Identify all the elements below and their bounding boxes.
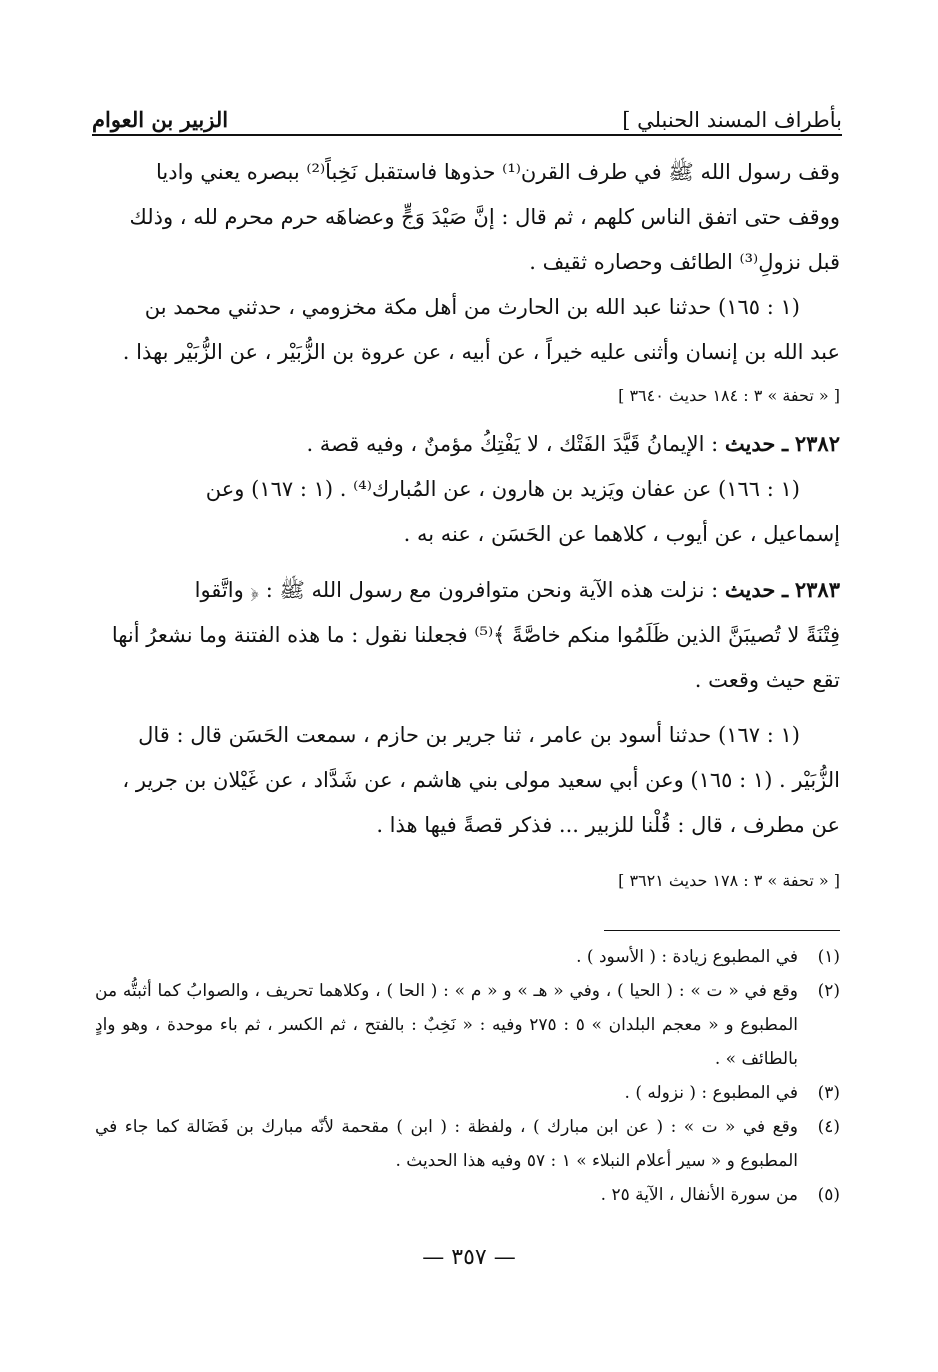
- footnote: [95, 1178, 840, 1212]
- text-line: ووقف حتى اتفق الناس كلهم ، ثم قال : إنَّ صَيْدَ وَجٍّ وعضاهَه حرم محرم لله ، وذلك: [129, 205, 840, 229]
- text-line: (١ : ١٦٥) حدثنا عبد الله بن الحارث من أهل مكة مخزومي ، حدثني محمد بن: [144, 295, 800, 319]
- page-number: — ٣٥٧ —: [422, 1245, 516, 1270]
- footnote: [95, 1076, 840, 1110]
- text-line: إسماعيل ، عن أيوب ، كلاهما عن الحَسَن ، عنه به .: [403, 522, 840, 546]
- footnote: [95, 1110, 840, 1178]
- text-line: عن مطرف ، قال : قُلْنا للزبير ... فذكر قصةً فيها هذا .: [376, 813, 840, 837]
- footnote-text: وقع في « ت » : ( عن ابن مبارك ) ، ولفظة : ( ابن ) مقحمة لأنّه مبارك بن فَضَالة كما جاء في المطبوع و « سير أعلام النبلاء » ١ : ٥٧ وفيه هذا الحديث .: [95, 1117, 798, 1171]
- hadith-heading: ٢٣٨٢ ـ حديث : الإيمانُ قَيَّدَ الفَتْك ، لا يَفْتِكُ مؤمنٌ ، وفيه قصة .: [306, 431, 840, 456]
- text-line: وقف رسول الله ﷺ في طرف القرن⁽¹⁾ حذوها فاستقبل نَخِباً⁽²⁾ ببصره يعني واديا: [155, 160, 840, 184]
- text-line: فِتْنَةً لا تُصيبَنَّ الذين ظَلَمُوا منكم خاصَّةً ﴾⁽⁵⁾ فجعلنا نقول : ما هذه الفتنة وما نشعرُ أنها: [111, 623, 840, 647]
- running-header: [92, 92, 842, 132]
- footnote-divider: [604, 930, 840, 931]
- footnote-number: (٢): [817, 981, 840, 1001]
- footnote-number: (١): [817, 947, 840, 967]
- footnote: [95, 974, 840, 1076]
- footnote-text: في المطبوع : ( نزوله ) .: [624, 1083, 798, 1103]
- hadith-text: : الإيمانُ قَيَّدَ الفَتْك ، لا يَفْتِكُ مؤمنٌ ، وفيه قصة .: [306, 432, 725, 456]
- footnote-number: (٣): [817, 1083, 840, 1103]
- hadith-label: حديث: [724, 577, 776, 602]
- footnote-number: (٥): [817, 1185, 840, 1205]
- footnote-number: (٤): [817, 1117, 840, 1137]
- header-divider: [92, 134, 842, 136]
- text-line: عبد الله بن إنسان وأثنى عليه خيراً ، عن أبيه ، عن عروة بن الزُّبَيْر ، عن الزُّبَيْر بهذا .: [122, 340, 840, 364]
- text-line: (١ : ١٦٦) عن عفان ويَزيد بن هارون ، عن المُبارك⁽⁴⁾ . (١ : ١٦٧) وعن: [205, 477, 800, 501]
- book-title-header: بأطراف المسند الحنبلي ]: [622, 108, 842, 132]
- hadith-heading: ٢٣٨٣ ـ حديث : نزلت هذه الآية ونحن متوافرون مع رسول الله ﷺ : ﴿ واتَّقوا: [194, 577, 840, 602]
- chapter-title-header: الزبير بن العوام: [92, 107, 229, 132]
- hadith-text: : نزلت هذه الآية ونحن متوافرون مع رسول الله ﷺ : ﴿ واتَّقوا: [194, 578, 725, 602]
- hadith-number: ٢٣٨٣: [794, 577, 840, 602]
- tuhfa-reference: [ « تحفة » ٣ : ١٨٤ حديث ٣٦٤٠ ]: [618, 386, 840, 405]
- main-text: [95, 150, 840, 906]
- tuhfa-reference: [ « تحفة » ٣ : ١٧٨ حديث ٣٦٢١ ]: [618, 871, 840, 890]
- text-line: تقع حيث وقعت .: [694, 668, 840, 692]
- hadith-number: ٢٣٨٢: [794, 431, 840, 456]
- text-line: قبل نزولِ⁽³⁾ الطائف وحصاره ثقيف .: [529, 250, 840, 274]
- text-line: الزُّبَيْر . (١ : ١٦٥) وعن أبي سعيد مولى بني هاشم ، عن شَدَّاد ، عن غَيْلان بن جرير ،: [122, 768, 840, 792]
- hadith-label: حديث: [724, 431, 776, 456]
- footnotes: [95, 940, 840, 1212]
- footnote-text: في المطبوع زيادة : ( الأسود ) .: [576, 947, 798, 967]
- footnote-text: وقع في « ت » : ( الحيا ) ، وفي « هـ » و « م » : ( الحا ) ، وكلاهما تحريف ، والصوابُ كما أثبتُّه من المطبوع و « معجم البلدان » ٥ : ٢٧٥ وفيه : « نَخِبٌ : بالفتح ، ثم الكسر ، ثم باء موحدة ، وهو وادٍ بالطائف » .: [95, 981, 798, 1069]
- text-line: (١ : ١٦٧) حدثنا أسود بن عامر ، ثنا جرير بن حازم ، سمعت الحَسَن قال : قال: [138, 723, 800, 747]
- footnote: [95, 940, 840, 974]
- footnote-text: من سورة الأنفال ، الآية ٢٥ .: [600, 1185, 798, 1205]
